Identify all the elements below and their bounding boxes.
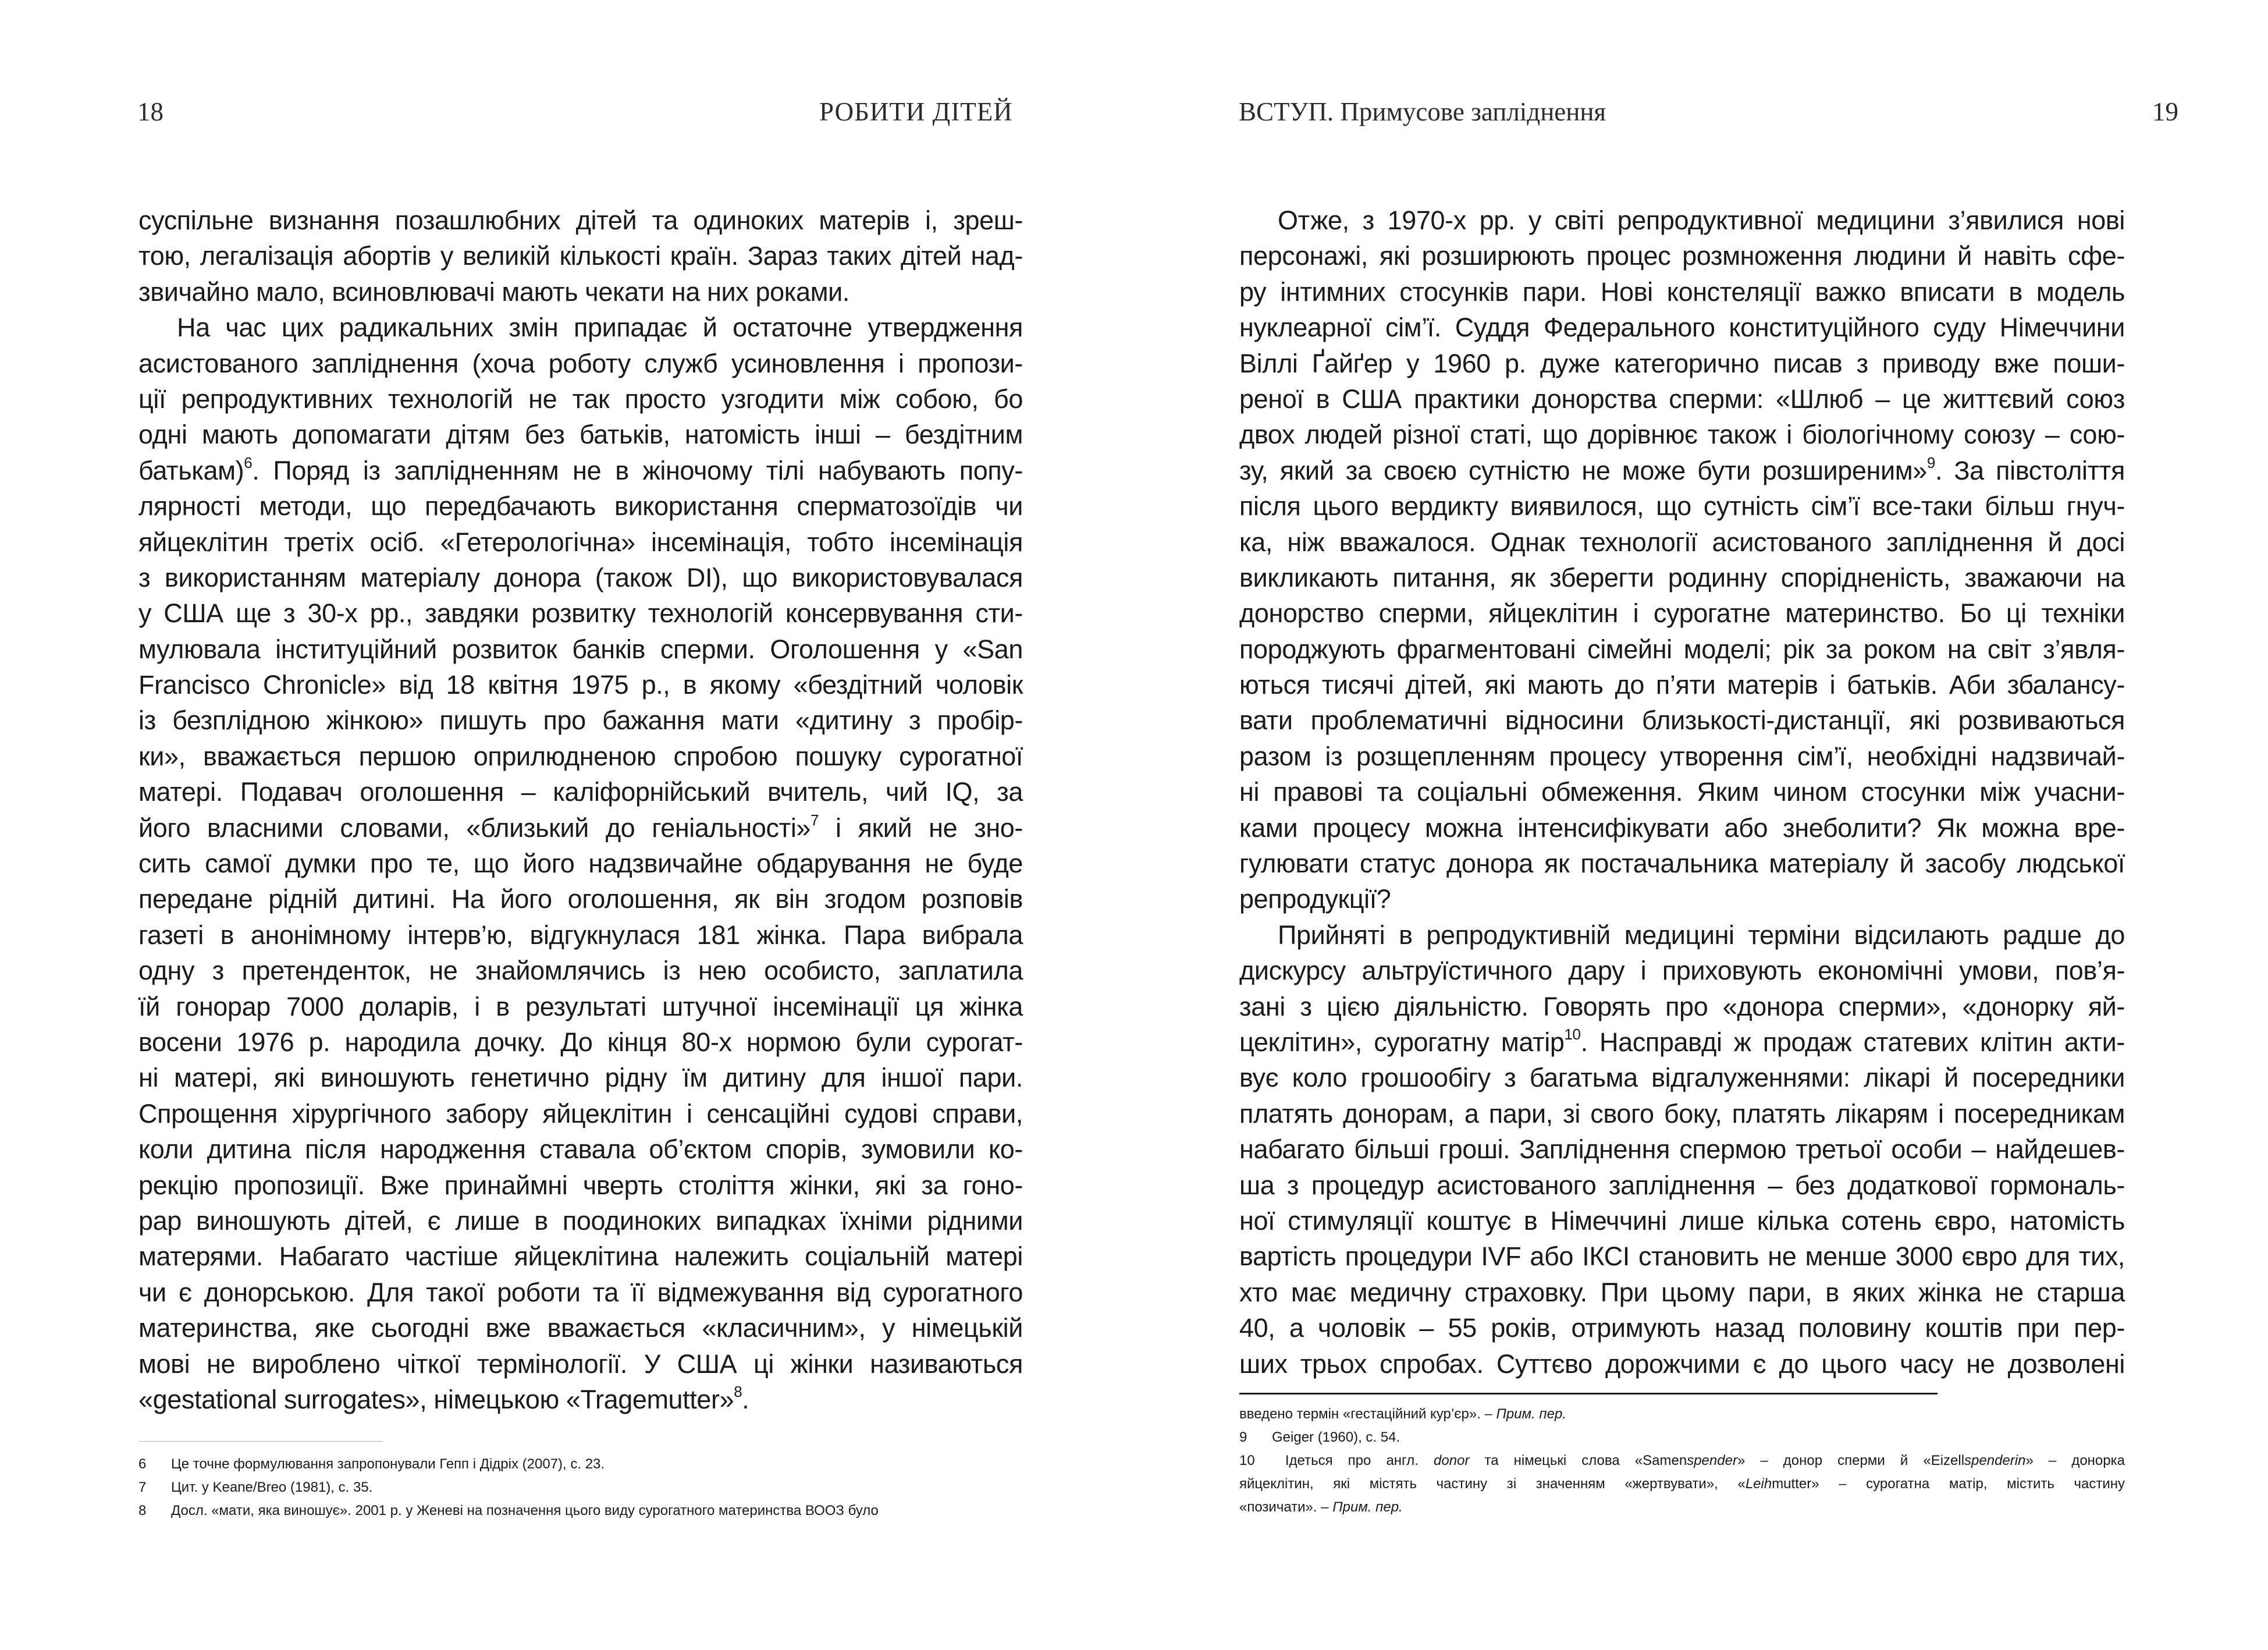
footnote-text: Geiger (1960), с. 54. bbox=[1272, 1429, 1400, 1445]
text-line: Спрощення хірургічного забору яйцеклітин і сенсаційні судові справи, bbox=[138, 1098, 1023, 1129]
footnote-ref: 10 bbox=[1564, 1025, 1581, 1043]
main-text bbox=[1239, 203, 2125, 1382]
footnote-text: » – донорка bbox=[2025, 1453, 2125, 1468]
footnote-italic: spender bbox=[1687, 1453, 1737, 1468]
footnotes bbox=[1239, 1403, 2125, 1519]
text-line: дискурсу альтруїстичного дару і приховують економічні умови, пов’я- bbox=[1239, 956, 2125, 986]
text-line: ні правові та соціальні обмеження. Яким чином стосунки між учасни- bbox=[1239, 777, 2125, 807]
text-line: одні мають допомагати дітям без батьків, натомість інші – бездітним bbox=[138, 420, 1023, 450]
text-line: ка, ніж вважалося. Однак технології асистованого запліднення й досі bbox=[1239, 527, 2125, 557]
footnote-text: Ідеться про англ. bbox=[1285, 1453, 1419, 1468]
text-fragment: . Поряд із заплідненням не в жіночому тілі набувають попу- bbox=[252, 455, 1023, 485]
text-fragment: . Насправді ж продаж статевих клітин акти- bbox=[1580, 1027, 2125, 1057]
text-line: двох людей різної статі, що дорівнює також і біологічному союзу – сою- bbox=[1239, 420, 2125, 450]
text-fragment: батькам) bbox=[138, 455, 244, 485]
text-line: мові не вироблено чіткої термінології. У США ці жінки називаються bbox=[138, 1349, 1023, 1379]
text-line: набагато більші гроші. Запліднення спермою третьої особи – найдешев- bbox=[1239, 1134, 2125, 1165]
footnote-text: Це точне формулювання запропонували Гепп і Дідріх (2007), с. 23. bbox=[171, 1456, 605, 1472]
text-line: з використанням матеріалу донора (також DI), що використовувалася bbox=[138, 562, 1023, 592]
text-line: ша з процедур асистованого запліднення – без додаткової гормональ- bbox=[1239, 1170, 2125, 1200]
footnote-divider bbox=[1239, 1393, 1938, 1394]
text-line: газеті в анонімному інтерв’ю, відгукнулася 181 жінка. Пара вибрала bbox=[138, 920, 1023, 950]
footnote-ref: 6 bbox=[244, 453, 253, 471]
text-line: породжують фрагментовані сімейні моделі; рік за роком на світ з’явля- bbox=[1239, 634, 2125, 664]
text-line: сить самої думки про те, що його надзвичайне обдарування не буде bbox=[138, 849, 1023, 879]
text-line: платять донорам, а пари, зі свого боку, платять лікарям і посередникам bbox=[1239, 1098, 2125, 1129]
text-line: із безплідною жінкою» пишуть про бажання мати «дитину з пробір- bbox=[138, 705, 1023, 736]
text-line: Віллі Ґайґер у 1960 р. дуже категорично писав з приводу вже поши- bbox=[1239, 348, 2125, 378]
footnote-number: 10 bbox=[1239, 1453, 1255, 1468]
footnote-text: Досл. «мати, яка виношує». 2001 р. у Женеві на позначення цього виду сурогатного материнства ВООЗ було bbox=[171, 1503, 879, 1518]
text-line: ються тисячі дітей, які мають до п’яти матерів і батьків. Аби збалансу- bbox=[1239, 670, 2125, 700]
text-line: тою, легалізація абортів у великій кількості країн. Зараз таких дітей над- bbox=[138, 241, 1023, 271]
dash: – bbox=[1480, 1406, 1496, 1422]
footnote-text: та німецькі слова «Samen bbox=[1484, 1453, 1687, 1468]
footnote-ref: 9 bbox=[1926, 453, 1935, 471]
text-line: вартість процедури IVF або ІКСІ становить не менше 3000 євро для тих, bbox=[1239, 1241, 2125, 1272]
footnote bbox=[1239, 1496, 2125, 1519]
text-line bbox=[138, 1382, 1023, 1417]
text-line: вати проблематичні відносини близькості-дистанції, які розвиваються bbox=[1239, 705, 2125, 736]
text-line: 40, а чоловік – 55 років, отримують назад половину коштів при пер- bbox=[1239, 1313, 2125, 1343]
text-line: ру інтимних стосунків пари. Нові констеляції важко вписати в модель bbox=[1239, 276, 2125, 307]
footnote-ref: 7 bbox=[810, 811, 819, 829]
text-line: асистованого запліднення (хоча роботу служб усиновлення і пропози- bbox=[138, 348, 1023, 378]
page-number: 19 bbox=[2152, 97, 2178, 126]
text-line: реної в США практики донорства сперми: «Шлюб – це життєвий союз bbox=[1239, 384, 2125, 414]
text-line: На час цих радикальних змін припадає й остаточне утвердження bbox=[177, 313, 1023, 343]
text-line: матерями. Набагато частіше яйцеклітина належить соціальній матері bbox=[138, 1241, 1023, 1272]
text-line: рекцію пропозиції. Вже принаймні чверть століття жінки, які за гоно- bbox=[138, 1170, 1023, 1200]
text-line: ки», вважається першою оприлюдненою спробою пошуку сурогатної bbox=[138, 741, 1023, 771]
footnote-number: 8 bbox=[138, 1503, 147, 1518]
text-fragment: і який не зно- bbox=[819, 812, 1023, 843]
footnote bbox=[138, 1476, 1023, 1499]
footnote-number: 9 bbox=[1239, 1429, 1247, 1445]
text-fragment: . bbox=[742, 1384, 749, 1414]
text-line: лярності методи, що передбачають використання сперматозоїдів чи bbox=[138, 491, 1023, 521]
footnotes bbox=[138, 1453, 1023, 1523]
text-line: у США ще з 30-х рр., завдяки розвитку технологій консервування сти- bbox=[138, 598, 1023, 629]
text-line: матері. Подавач оголошення – каліфорнійський вчитель, чий IQ, за bbox=[138, 777, 1023, 807]
text-line: зані з цією діяльністю. Говорять про «донора сперми», «донорку яй- bbox=[1239, 991, 2125, 1021]
text-line: передане рідній дитині. На його оголошення, як він згодом розповів bbox=[138, 884, 1023, 914]
text-line: ції репродуктивних технологій не так просто узгодити між собою, бо bbox=[138, 384, 1023, 414]
footnote-text: mutter» – сурогатна матір, містить частину bbox=[1772, 1476, 2125, 1492]
text-line: вує коло грошообігу з багатьма відгалуженнями: лікарі й посередники bbox=[1239, 1063, 2125, 1093]
main-text bbox=[138, 203, 1023, 1417]
text-fragment: . За півстоліття bbox=[1935, 455, 2125, 485]
footnote-text: яйцеклітин, які містять частину зі значенням «жертвувати», « bbox=[1239, 1476, 1746, 1492]
text-line: хто має медичну страховку. При цьому пари, в яких жінка не старша bbox=[1239, 1277, 2125, 1307]
footnote-ref: 8 bbox=[734, 1382, 742, 1400]
text-line: Отже, з 1970-х рр. у світі репродуктивної медицини з’явилися нові bbox=[1278, 205, 2125, 235]
text-fragment: «gestational surrogates», німецькою «Tragemutter» bbox=[138, 1384, 734, 1414]
footnote-text: «позичати». bbox=[1239, 1499, 1317, 1515]
text-line: звичайно мало, всиновлювачі мають чекати на них роками. bbox=[138, 276, 850, 307]
text-line: донорство сперми, яйцеклітин і сурогатне материнство. Бо ці техніки bbox=[1239, 598, 2125, 629]
text-line: рар виношують дітей, є лише в поодиноких випадках їхніми рідними bbox=[138, 1205, 1023, 1236]
text-line: персонажі, які розширюють процес розмноження людини й навіть сфе- bbox=[1239, 241, 2125, 271]
text-line bbox=[1239, 453, 2125, 488]
text-line bbox=[1239, 1024, 2125, 1060]
footnote-text: введено термін «гестаційний кур’єр». bbox=[1239, 1406, 1481, 1422]
text-line: яйцеклітин третіх осіб. «Гетерологічна» інсемінація, тобто інсемінація bbox=[138, 527, 1023, 557]
text-line: гулювати статус донора як постачальника матеріалу й засобу людської bbox=[1239, 849, 2125, 879]
running-title: РОБИТИ ДІТЕЙ bbox=[819, 97, 1013, 126]
text-line bbox=[138, 453, 1023, 488]
right-page bbox=[1134, 0, 2268, 1650]
footnote-number: 6 bbox=[138, 1456, 147, 1472]
footnote-italic: donor bbox=[1434, 1453, 1470, 1468]
text-line bbox=[138, 810, 1023, 846]
text-line: репродукції? bbox=[1239, 884, 1391, 914]
footnote-text: Цит. у Keane/Breo (1981), с. 35. bbox=[171, 1479, 373, 1495]
text-line: Francisco Chronicle» від 18 квітня 1975 р., в якому «бездітний чоловік bbox=[138, 670, 1023, 700]
footnote-italic: Leih bbox=[1745, 1476, 1772, 1492]
text-line: викликають питання, як зберегти родинну спорідненість, зважаючи на bbox=[1239, 562, 2125, 592]
footnote-text: » – донор сперми й «Eizell bbox=[1737, 1453, 1965, 1468]
text-line: ної стимуляції коштує в Німеччині лише кілька сотень євро, натомість bbox=[1239, 1205, 2125, 1236]
footnote bbox=[1239, 1426, 2125, 1449]
footnote-italic: spenderin bbox=[1964, 1453, 2026, 1468]
text-line: їй гонорар 7000 доларів, і в результаті штучної інсемінації ця жінка bbox=[138, 991, 1023, 1021]
text-line: нуклеарної сім’ї. Суддя Федерального конституційного суду Німеччини bbox=[1239, 313, 2125, 343]
footnote bbox=[138, 1453, 1023, 1476]
text-line: коли дитина після народження ставала об’єктом спорів, зумовили ко- bbox=[138, 1134, 1023, 1165]
running-title: ВСТУП. Примусове запліднення bbox=[1239, 97, 1606, 126]
dash: – bbox=[1317, 1499, 1333, 1515]
text-line: разом із розщепленням процесу утворення сім’ї, необхідні надзвичай- bbox=[1239, 741, 2125, 771]
text-line: одну з претенденток, не знайомлячись із нею особисто, заплатила bbox=[138, 956, 1023, 986]
footnote bbox=[1239, 1449, 2125, 1472]
text-line: Прийняті в репродуктивній медицині терміни відсилають радше до bbox=[1278, 920, 2125, 950]
text-fragment: цеклітин», сурогатну матір bbox=[1239, 1027, 1565, 1057]
footnote-number: 7 bbox=[138, 1479, 147, 1495]
text-line: ками процесу можна інтенсифікувати або знеболити? Як можна вре- bbox=[1239, 812, 2125, 843]
footnote-divider bbox=[138, 1441, 383, 1442]
text-fragment: його власними словами, «близький до геніальності» bbox=[138, 812, 811, 843]
translator-note: Прим. пер. bbox=[1332, 1499, 1403, 1515]
page-number: 18 bbox=[137, 97, 163, 126]
text-line: суспільне визнання позашлюбних дітей та одиноких матерів і, зреш- bbox=[138, 205, 1023, 235]
text-line: після цього вердикту виявилося, що сутність сім’ї все-таки більш гнуч- bbox=[1239, 491, 2125, 521]
text-fragment: зу, який за своєю сутністю не може бути розширеним» bbox=[1239, 455, 1927, 485]
text-line: ших трьох спробах. Суттєво дорожчими є до цього часу не дозволені bbox=[1239, 1349, 2125, 1379]
footnote bbox=[138, 1499, 1023, 1523]
text-line: чи є донорською. Для такої роботи та її відмежування від сурогатного bbox=[138, 1277, 1023, 1307]
text-line: восени 1976 р. народила дочку. До кінця 80-х нормою були сурогат- bbox=[138, 1027, 1023, 1057]
footnote bbox=[1239, 1472, 2125, 1496]
translator-note: Прим. пер. bbox=[1496, 1406, 1566, 1422]
text-line: ні матері, які виношують генетично рідну їм дитину для іншої пари. bbox=[138, 1063, 1023, 1093]
text-line: мулювала інституційний розвиток банків сперми. Оголошення у «San bbox=[138, 634, 1023, 664]
footnote-continuation bbox=[1239, 1403, 2125, 1426]
text-line: материнства, яке сьогодні вже вважається «класичним», у німецькій bbox=[138, 1313, 1023, 1343]
